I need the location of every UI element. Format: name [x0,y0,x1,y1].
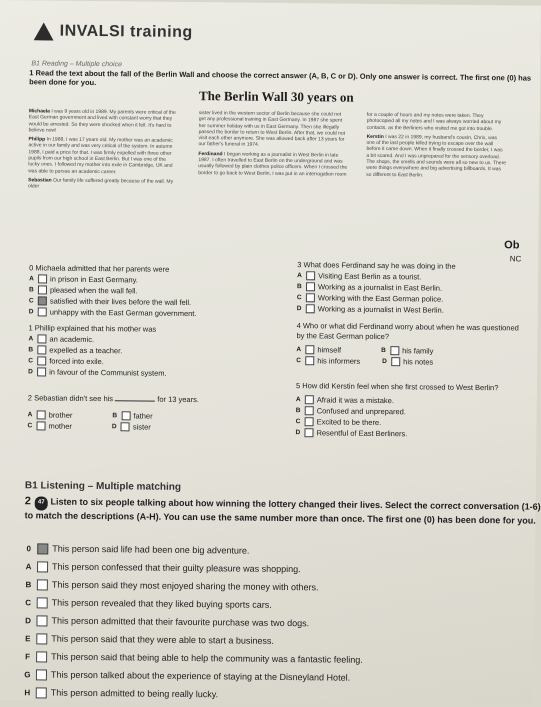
answer-box[interactable] [37,543,48,554]
option-letter: D [295,429,301,437]
option-text: mother [48,421,72,431]
answer-checkbox[interactable] [304,428,313,437]
option-text: Confused and unprepared. [316,406,407,417]
speaker-name: Philipp [28,136,46,143]
audio-track-number: 47 [37,499,45,506]
option-letter: C [295,418,301,426]
page-header [34,22,193,42]
section-a-label: B1 Reading – Multiple choice [31,60,123,69]
option-text: Visiting East Berlin as a tourist. [318,271,422,282]
margin-mark: Ob [504,239,520,252]
section-b-instruction [25,496,541,526]
item-letter: C [25,597,32,607]
option-letter: D [382,358,387,366]
question-text: for 13 years. [157,394,199,405]
item-text: This person confessed that their guilty pleasure was shopping. [52,561,301,575]
paragraph-text: I was 22 in 1989, my husband's cousin, Chris, was one of the last people killed trying to escape over the wall before it came down. When it finally crossed the border, I was a bit scared. And I was unprepared for the sensory overload. The shops, the smells and sounds were all so new to us. There were things everywhere and big advertising billboards. It was so different to East Berlin. [366,133,507,179]
answer-checkbox[interactable] [37,334,46,343]
option-letter: C [27,422,33,430]
option-b[interactable] [112,410,152,421]
question-text: Who or what did Ferdinand worry about when he was questioned by the East German police? [296,321,519,342]
option-c[interactable] [296,355,360,367]
item-letter: E [25,633,31,643]
answer-checkbox[interactable] [305,356,314,365]
answer-checkbox[interactable] [36,421,45,430]
answer-checkbox[interactable] [37,356,46,365]
question-4 [296,321,526,368]
answer-checkbox[interactable] [306,271,315,280]
answer-box[interactable] [36,687,47,698]
option-d[interactable] [112,421,151,432]
option-text: himself [317,345,342,355]
answer-checkbox[interactable] [38,274,47,283]
option-d[interactable] [297,303,527,316]
paragraph-michaela [29,108,179,135]
option-b[interactable] [381,345,433,357]
answer-checkbox[interactable] [305,417,314,426]
option-letter: C [296,357,301,365]
answer-checkbox[interactable] [38,307,47,316]
item-text: This person revealed that they liked buying sports cars. [51,597,272,610]
option-letter: D [296,305,302,313]
option-letter: A [296,346,302,354]
question-text: Phillip explained that his mother was [34,323,157,334]
page-title: INVALSI training [59,22,193,42]
item-letter: H [24,687,31,697]
option-text: father [133,411,153,421]
question-number: 0 [29,263,34,273]
paragraph-ferdinand-cont [367,112,507,132]
speaker-name: Sebastian [28,177,52,184]
option-text: unhappy with the East German government. [49,307,197,319]
question-number: 5 [295,381,301,391]
answer-checkbox[interactable] [37,345,46,354]
answer-box[interactable] [37,561,48,572]
option-text: Resentful of East Berliners. [316,428,408,439]
item-text: This person talked about the experience of staying at the Disneyland Hotel. [50,669,351,683]
option-letter: A [29,275,34,283]
option-letter: C [28,357,33,365]
paragraph-sebastian-cont [198,110,348,149]
article-column-2 [198,110,349,181]
option-text: Working as a journalist in East Berlin. [317,282,443,293]
paragraph-philipp [28,136,178,175]
option-text: satisfied with their lives before the wall fell. [49,296,192,308]
article-title: The Berlin Wall 30 years on [198,88,354,105]
paragraph-kerstin [366,134,506,180]
article-column-3 [366,112,507,182]
option-letter: D [28,308,34,316]
question-number: 3 [297,260,302,270]
option-letter: A [297,272,302,280]
exercise-number: 2 [24,495,31,508]
question-3 [297,259,528,316]
option-d[interactable] [28,366,167,378]
option-text: Excited to be there. [316,417,382,428]
option-letter: D [28,368,33,376]
answer-box[interactable] [36,669,47,680]
option-text: an academic. [49,334,95,345]
answer-checkbox[interactable] [390,346,399,355]
option-text: forced into exile. [49,356,104,367]
option-letter: B [295,407,301,415]
option-d[interactable] [295,427,525,440]
answer-box[interactable] [37,579,48,590]
question-5 [295,381,526,440]
answer-box[interactable] [36,633,47,644]
question-1 [28,322,167,378]
option-text: his family [402,346,434,356]
item-letter: A [25,561,32,571]
option-text: brother [48,410,73,420]
question-2 [27,392,227,433]
speaker-name: Kerstin [366,133,384,140]
option-letter: A [28,335,34,343]
question-text: What does Ferdinand say he was doing in the [303,260,456,271]
answer-checkbox[interactable] [306,282,315,291]
answer-checkbox[interactable] [305,345,314,354]
option-letter: B [28,346,34,354]
option-letter: B [296,283,302,291]
question-text: Michaela admitted that her parents were [35,263,170,274]
question-text: Sebastian didn't see his [34,393,114,404]
option-text: in favour of the Communist system. [49,367,167,378]
option-text: in prison in East Germany. [50,274,138,285]
option-letter: B [112,412,118,420]
answer-box[interactable] [36,651,47,662]
matching-list [23,539,541,706]
option-text: Working as a journalist in West Berlin. [317,304,444,315]
option-letter: B [381,347,386,355]
paragraph-sebastian [28,177,178,191]
paragraph-text: In 1988, I was 17 years old. My mother was an academic active in our family and was very critical of the system. In autumn 1988, I paid a price for that. I was firmly expelled with three other pupils from our high school in East Berlin. But I was one of the lucky ones. I followed my mother into exile in Cambridge, UK and was able to pursue an academic career. [28,136,173,175]
article [27,86,529,264]
section-b-label: B1 Listening – Multiple matching [24,480,182,493]
option-d[interactable] [29,306,197,319]
question-number: 2 [27,393,33,403]
answer-checkbox[interactable] [305,395,314,404]
item-letter: D [25,615,31,625]
option-text: Working with the East German police. [317,293,444,304]
item-text: This person said that they were able to start a business. [51,633,274,646]
item-text: This person admitted to being really lucky. [50,687,219,700]
margin-mark: NC [509,254,522,264]
answer-checkbox[interactable] [38,285,47,294]
answer-checkbox[interactable] [37,410,46,419]
paragraph-ferdinand [198,151,348,178]
item-text: This person admitted that their favourite purchase was two dogs. [51,615,310,629]
answer-box[interactable] [36,615,47,626]
paragraph-text: I began working as a journalist in West Berlin in late 1987. I often travelled to East Berlin on the underground and was usually followed by plain clothes police officers. When I crossed the border to go back to West Berlin, I was put in an interrogation room [198,151,348,178]
answer-checkbox[interactable] [391,357,400,366]
article-column-1 [28,108,179,194]
section-a-instruction: 1 Read the text about the fall of the Berlin Wall and choose the correct answer (A, B, C or D). Only one answer is correct. The first one (0) has been done for you. [29,68,532,88]
item-text: This person said life had been one big adventure. [52,543,250,556]
item-text: This person said they most enjoyed sharing the money with others. [51,579,319,593]
answer-checkbox[interactable] [121,422,130,431]
item-letter: B [25,579,32,589]
option-a[interactable] [296,344,341,355]
option-d[interactable] [382,356,433,368]
option-text: Afraid it was a mistake. [316,395,394,406]
speaker-name: Ferdinand [198,150,223,158]
option-a[interactable] [28,409,73,420]
option-letter: A [295,396,301,404]
option-letter: B [28,286,34,294]
paragraph-text: sister lived in the western sector of Berlin because she could not get any professional training in East Germany. In 1987 she spent her summer holiday with us in East Germany. Then she illegally passed the border to return to West Berlin. After that, we could not visit each other anymore. She was allowed back after 13 years for our father's funeral in 1974. [198,110,346,149]
answer-checkbox[interactable] [306,304,315,313]
option-letter: C [28,297,34,305]
question-number: 4 [296,321,301,331]
question-text: How did Kerstin feel when she first crossed to West Berlin? [302,381,499,393]
option-text: his notes [403,357,434,367]
item-letter: F [25,651,31,661]
option-text: sister [132,422,151,432]
option-letter: C [296,294,302,302]
option-letter: A [27,411,33,419]
option-text: pleased when the wall fell. [49,285,138,296]
question-0 [29,262,197,319]
option-c[interactable] [27,420,71,431]
answer-checkbox[interactable] [305,406,314,415]
answer-blank [115,400,155,401]
option-letter: D [111,423,117,431]
item-text: This person said that being able to help the community was a fantastic feeling. [51,651,363,665]
option-text: expelled as a teacher. [49,345,123,356]
instruction-text: Listen to six people talking about how winning the lottery changed their lives. Select the correct conversation (1-6) to match the descriptions (A-H). You can use the same number more than once. The first one (0) has been done for you. [24,496,541,526]
invalsi-logo-icon [34,22,54,40]
item-letter: G [24,669,31,679]
answer-checkbox[interactable] [38,296,47,305]
question-number: 1 [28,323,33,333]
option-text: his informers [317,356,361,366]
answer-checkbox[interactable] [306,293,315,302]
paragraph-text: I was 9 years old in 1989. My parents were critical of the East German government and lived with constant worry that they would be arrested. So they were shocked when it fell. It's hard to believe now! [28,108,176,134]
paragraph-text: Our family life suffered greatly because of the wall. My older [28,177,174,190]
paragraph-text: for a couple of hours and my notes were taken. They photocopied all my notes and I was always worried about my contacts, as the Berliners who visited me got into trouble. [366,111,502,132]
answer-box[interactable] [37,597,48,608]
speaker-name: Michaela [28,108,50,115]
item-letter: 0 [26,543,32,553]
answer-checkbox[interactable] [37,367,46,376]
answer-checkbox[interactable] [121,411,130,420]
audio-track-badge[interactable] [35,496,48,510]
